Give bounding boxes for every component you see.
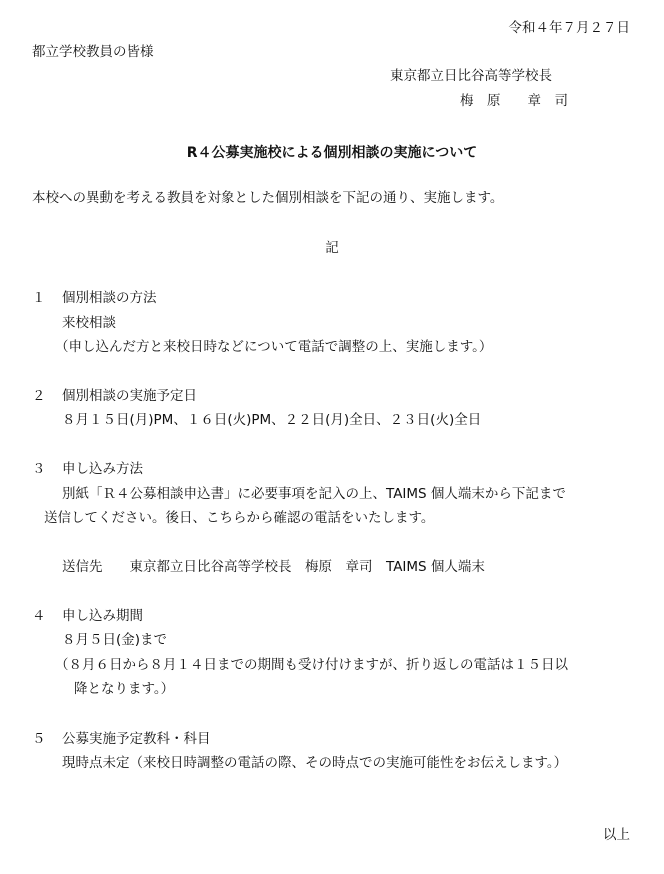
document-title: R４公募実施校による個別相談の実施について [186,145,478,161]
document-date: 令和４年７月２７日 [508,20,630,36]
section-1-heading: 個別相談の方法 [62,290,157,306]
section-3-line: 送信してください。後日、こちらから確認の電話をいたします。 [44,510,435,526]
section-3-line: 別紙「Ｒ４公募相談申込書」に必要事項を記入の上、TAIMS 個人端末から下記まで [62,486,566,502]
section-4-line: 降となります。） [74,681,175,697]
section-2-line: ８月１５日(月)PM、１６日(火)PM、２２日(月)全日、２３日(火)全日 [62,412,482,428]
intro-text: 本校への異動を考える教員を対象とした個別相談を下記の通り、実施します。 [32,190,504,206]
section-2-number: ２ [32,388,46,404]
section-3-recipient: 送信先 東京都立日比谷高等学校長 梅原 章司 TAIMS 個人端末 [62,559,485,575]
section-2-heading: 個別相談の実施予定日 [62,388,197,404]
section-3-heading: 申し込み方法 [62,461,143,477]
addressee: 都立学校教員の皆様 [32,44,154,60]
section-5-number: ５ [32,731,46,747]
section-4-number: ４ [32,608,46,624]
section-1-line: （申し込んだ方と来校日時などについて電話で調整の上、実施します。） [55,339,493,355]
ki-marker: 記 [325,240,339,256]
section-4-heading: 申し込み期間 [62,608,143,624]
section-3-number: ３ [32,461,46,477]
section-1-number: １ [32,290,46,306]
closing-mark: 以上 [603,827,630,843]
section-5-line: 現時点未定（来校日時調整の電話の際、その時点での実施可能性をお伝えします。） [62,755,568,771]
section-1-line: 来校相談 [62,315,116,331]
section-4-line: ８月５日(金)まで [62,632,168,648]
section-4-line: （８月６日から８月１４日までの期間も受け付けますが、折り返しの電話は１５日以 [55,657,568,673]
sender-organization: 東京都立日比谷高等学校長 [390,68,552,84]
sender-name: 梅 原 章 司 [460,93,568,109]
section-5-heading: 公募実施予定教科・科目 [62,731,211,747]
